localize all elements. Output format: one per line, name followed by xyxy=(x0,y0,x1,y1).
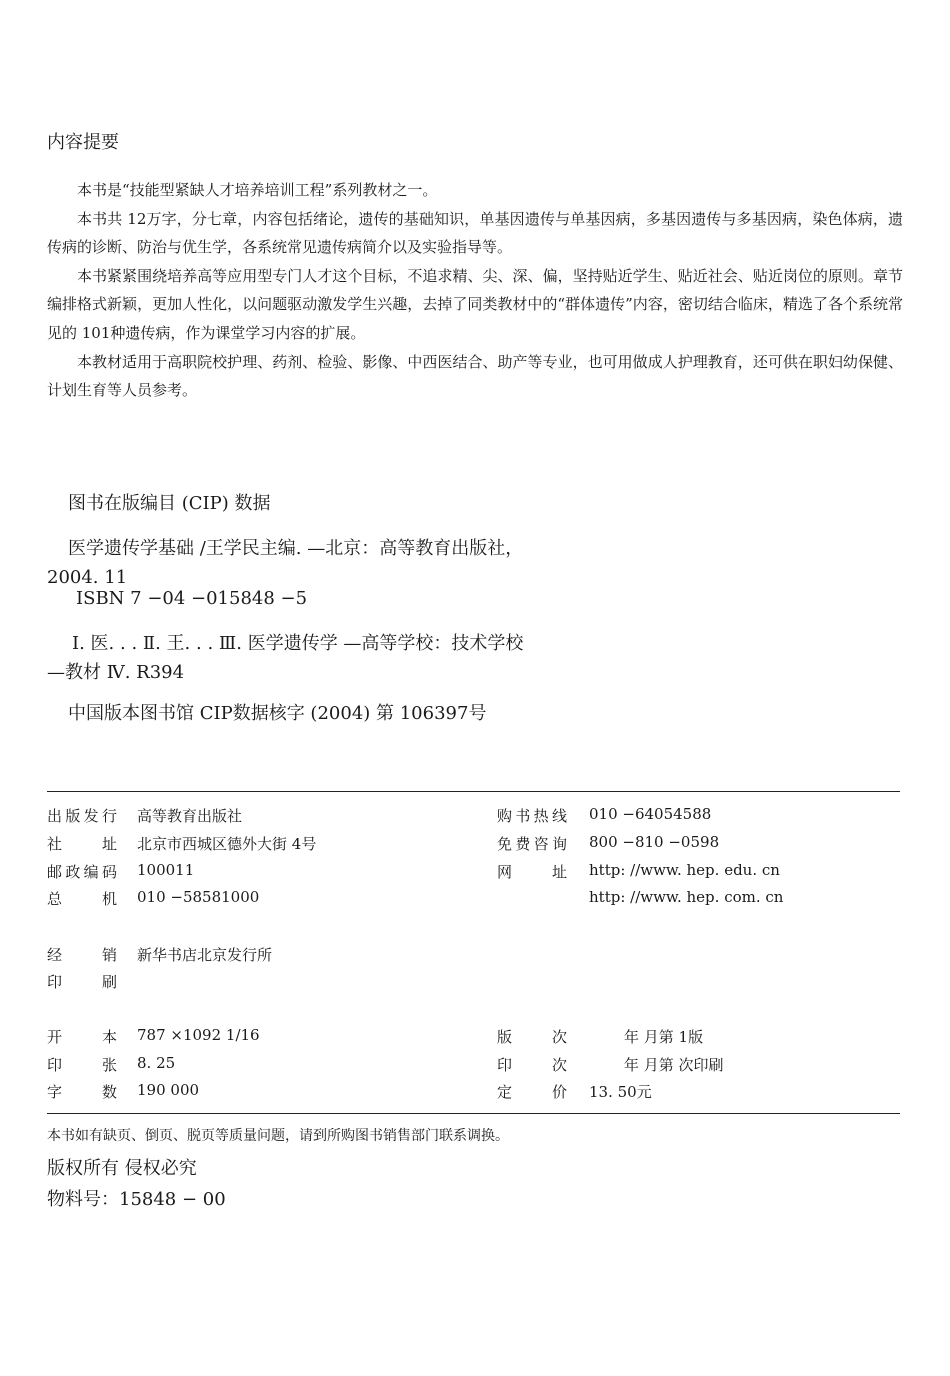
info-label-edition: 版次 xyxy=(497,1028,567,1046)
info-label-word-count: 字数 xyxy=(47,1083,117,1101)
info-value-distributor: 新华书店北京发行所 xyxy=(137,946,273,964)
info-value-hotline: 010 −64054588 xyxy=(589,805,712,823)
summary-paragraph: 本教材适用于高职院校护理、药剂、检验、影像、中西医结合、助产等专业，也可用做成人护理教育，还可供在职妇幼保健、计划生育等人员参考。 xyxy=(47,352,903,400)
info-label-printer: 印刷 xyxy=(47,973,117,991)
summary-paragraph: 本书紧紧围绕培养高等应用型专门人才这个目标，不追求精、尖、深、偏，坚持贴近学生、贴近社会、贴近岗位的原则。章节编排格式新颖，更加人性化，以问题驱动激发学生兴趣，去掉了同类教材中的“群体遗传”内容，密切结合临床，精选了各个系统常见的 101种遗传病，作为课堂学习内容的扩展。 xyxy=(47,266,903,342)
info-value-free-consult: 800 −810 −0598 xyxy=(589,833,720,851)
info-value-postcode: 100011 xyxy=(137,861,195,879)
bottom-divider xyxy=(47,1113,900,1114)
cip-check-number: 中国版本图书馆 CIP数据核字 (2004) 第 106397号 xyxy=(68,703,487,724)
copyright-notice: 版权所有 侵权必究 xyxy=(47,1158,197,1179)
summary-title: 内容提要 xyxy=(47,132,119,153)
cip-heading: 图书在版编目 (CIP) 数据 xyxy=(68,493,271,514)
quality-note: 本书如有缺页、倒页、脱页等质量问题，请到所购图书销售部门联系调换。 xyxy=(47,1128,509,1144)
info-value-switchboard: 010 −58581000 xyxy=(137,888,260,906)
cip-classification: Ⅰ. 医. . . Ⅱ. 王. . . Ⅲ. 医学遗传学 —高等学校：技术学校 —教材 Ⅳ. R394 xyxy=(47,633,524,683)
info-label-hotline: 购书热线 xyxy=(497,807,567,825)
info-value-sheets: 8. 25 xyxy=(137,1054,176,1072)
info-label-sheets: 印张 xyxy=(47,1056,117,1074)
info-label-free-consult: 免费咨询 xyxy=(497,835,567,853)
info-value-price: 13. 50元 xyxy=(589,1083,652,1101)
top-divider xyxy=(47,791,900,792)
info-value-website: http: //www. hep. edu. cn xyxy=(589,861,780,879)
info-label-postcode: 邮政编码 xyxy=(47,863,117,881)
info-label-distributor: 经销 xyxy=(47,946,117,964)
cip-isbn: ISBN 7 −04 −015848 −5 xyxy=(76,588,308,609)
summary-paragraph: 本书是“技能型紧缺人才培养培训工程”系列教材之一。 xyxy=(77,181,438,199)
info-value-edition: 年 月第 1版 xyxy=(624,1028,704,1046)
info-label-website: 网址 xyxy=(497,863,567,881)
material-number: 物料号：15848 − 00 xyxy=(47,1189,226,1210)
info-value-address: 北京市西城区德外大街 4号 xyxy=(137,835,317,853)
info-value-word-count: 190 000 xyxy=(137,1081,200,1099)
info-label-switchboard: 总机 xyxy=(47,890,117,908)
info-value-format: 787 ×1092 1/16 xyxy=(137,1026,260,1044)
info-value-printing: 年 月第 次印刷 xyxy=(624,1056,724,1074)
summary-body xyxy=(47,176,903,405)
info-label-printing: 印次 xyxy=(497,1056,567,1074)
info-label-publisher: 出版发行 xyxy=(47,807,117,825)
cip-title-line: 医学遗传学基础 /王学民主编. —北京：高等教育出版社，2004. 11 xyxy=(47,538,524,588)
summary-paragraph: 本书共 12万字，分七章，内容包括绪论，遗传的基础知识，单基因遗传与单基因病，多基因遗传与多基因病，染色体病，遗传病的诊断、防治与优生学，各系统常见遗传病简介以及实验指导等。 xyxy=(47,209,903,257)
info-value-publisher: 高等教育出版社 xyxy=(137,807,243,825)
info-label-price: 定价 xyxy=(497,1083,567,1101)
info-value-website-alt: http: //www. hep. com. cn xyxy=(589,888,784,906)
info-label-format: 开本 xyxy=(47,1028,117,1046)
info-label-address: 社址 xyxy=(47,835,117,853)
